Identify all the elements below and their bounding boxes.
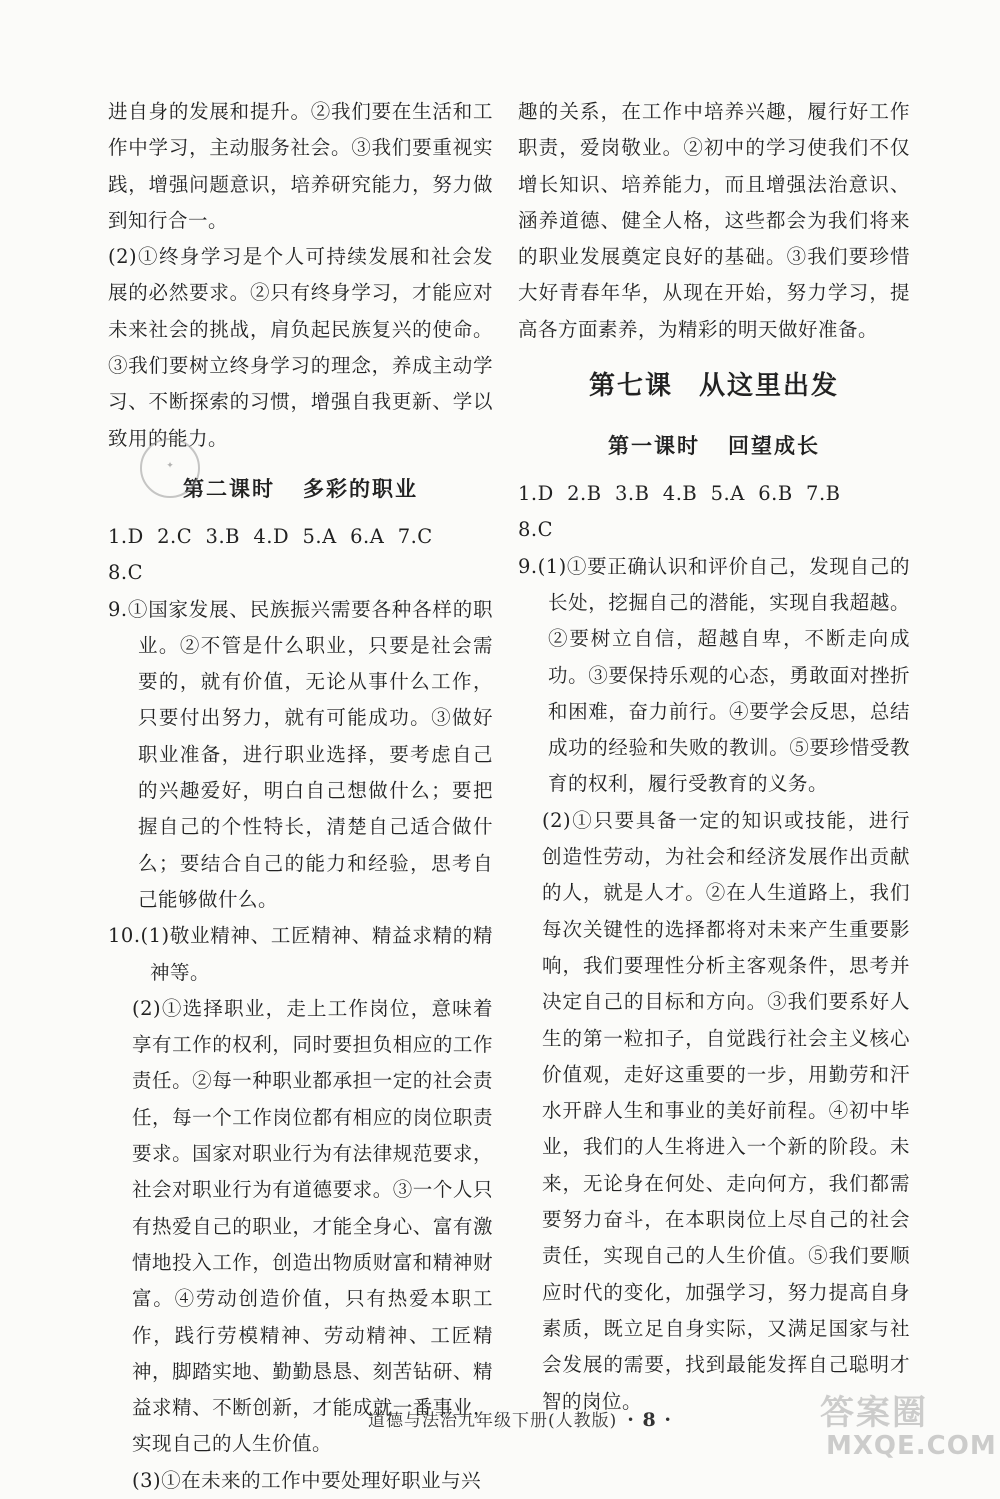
question-9-answer: 9.①国家发展、民族振兴需要各种各样的职业。②不管是什么职业，只要是社会需要的，就有价值，无论从事什么工作，只要付出努力，就有可能成功。③做好职业准备，进行职业选择，要考虑自己的兴趣爱好，明白自己想做什么；要把握自己的个性特长，清楚自己适合做什么；要结合自己的能力和经验，思考自己能够做什么。 [108,597,493,911]
intro-paragraph: 进自身的发展和提升。②我们要在生活和工作中学习，主动服务社会。③我们要重视实践，增强问题意识，培养研究能力，努力做到知行合一。 [108,100,493,232]
continued-paragraph: 趣的关系，在工作中培养兴趣，履行好工作职责，爱岗敬业。②初中的学习使我们不仅增长知识、培养能力，而且增强法治意识、涵养道德、健全人格，这些都会为我们将来的职业发展奠定良好的基础。③我们要珍惜大好青春年华，从现在开始，努力学习，提高各方面素养，为精彩的明天做好准备。 [518,100,910,341]
watermark-text-bottom: MXQE.COM [826,1431,997,1461]
page-footer [340,1406,700,1431]
watermark-logo [820,1385,997,1465]
choice-answers-line-2: 8.C [518,518,554,542]
choice-answers-line-1: 1.D 2.C 3.B 4.D 5.A 6.A 7.C [108,524,433,548]
footer-book-title: 道德与法治九年级下册(人教版) [368,1411,618,1431]
answer-paragraph-2: (2)①终身学习是个人可持续发展和社会发展的必然要求。②只有终身学习，才能应对未来社会的挑战，肩负起民族复兴的使命。③我们要树立终身学习的理念，养成主动学习、不断探索的习惯，增强自我更新、学以致用的能力。 [108,245,493,450]
left-column [108,94,493,1499]
section-title-part-a: 第一课时 [608,434,700,459]
right-column [518,94,910,1420]
section-title [518,428,910,464]
section-title-part-a: 第二课时 [183,476,275,501]
question-10-part-2: (2)①选择职业，走上工作岗位，意味着享有工作的权利，同时要担负相应的工作责任。②每一种职业都承担一定的社会责任，每一个工作岗位都有相应的岗位职责要求。国家对职业行为有法律规范要求，社会对职业行为有道德要求。③一个人只有热爱自己的职业，才能全身心、富有激情地投入工作，创造出物质财富和精神财富。④劳动创造价值，只有热爱本职工作，践行劳模精神、劳动精神、工匠精神，脚踏实地、勤勤恳恳、刻苦钻研、精益求精、不断创新，才能成就一番事业，实现自己的人生价值。 [132,996,493,1456]
lesson-title-part-a: 第七课 [588,371,673,402]
watermark-text-top: 答案圈 [820,1393,928,1433]
stamp-icon: ✦ [140,438,200,498]
choice-answers-line-2: 8.C [108,561,144,585]
lesson-title [518,366,910,406]
section-title-part-b: 回望成长 [728,434,820,459]
page-number: · 8 · [627,1409,672,1431]
choice-answers-line-1: 1.D 2.B 3.B 4.B 5.A 6.B 7.B [518,482,841,506]
question-9-part-1: 9.(1)①要正确认识和评价自己，发现自己的长处，挖掘自己的潜能，实现自我超越。②要树立自信，超越自卑，不断走向成功。③要保持乐观的心态，勇敢面对挫折和困难，奋力前行。④要学会反思，总结成功的经验和失败的教训。⑤要珍惜受教育的权利，履行受教育的义务。 [518,554,910,796]
section-title-part-b: 多彩的职业 [303,476,418,501]
lesson-title-part-b: 从这里出发 [699,371,840,402]
question-10-part-3: (3)①在未来的工作中要处理好职业与兴 [132,1468,482,1492]
question-9-part-2: (2)①只要具备一定的知识或技能，进行创造性劳动，为社会和经济发展作出贡献的人，就是人才。②在人生道路上，我们每次关键性的选择都将对未来产生重要影响，我们要理性分析主客观条件，思考并决定自己的目标和方向。③我们要系好人生的第一粒扣子，自觉践行社会主义核心价值观，走好这重要的一步，用勤劳和汗水开辟人生和事业的美好前程。④初中毕业，我们的人生将进入一个新的阶段。未来，无论身在何处、走向何方，我们都需要努力奋斗，在本职岗位上尽自己的社会责任，实现自己的人生价值。⑤我们要顺应时代的变化，加强学习，努力提高自身素质，既立足自身实际，又满足国家与社会发展的需要，找到最能发挥自己聪明才智的岗位。 [542,808,910,1413]
question-10-part-1: 10.(1)敬业精神、工匠精神、精益求精的精神等。 [108,924,493,984]
